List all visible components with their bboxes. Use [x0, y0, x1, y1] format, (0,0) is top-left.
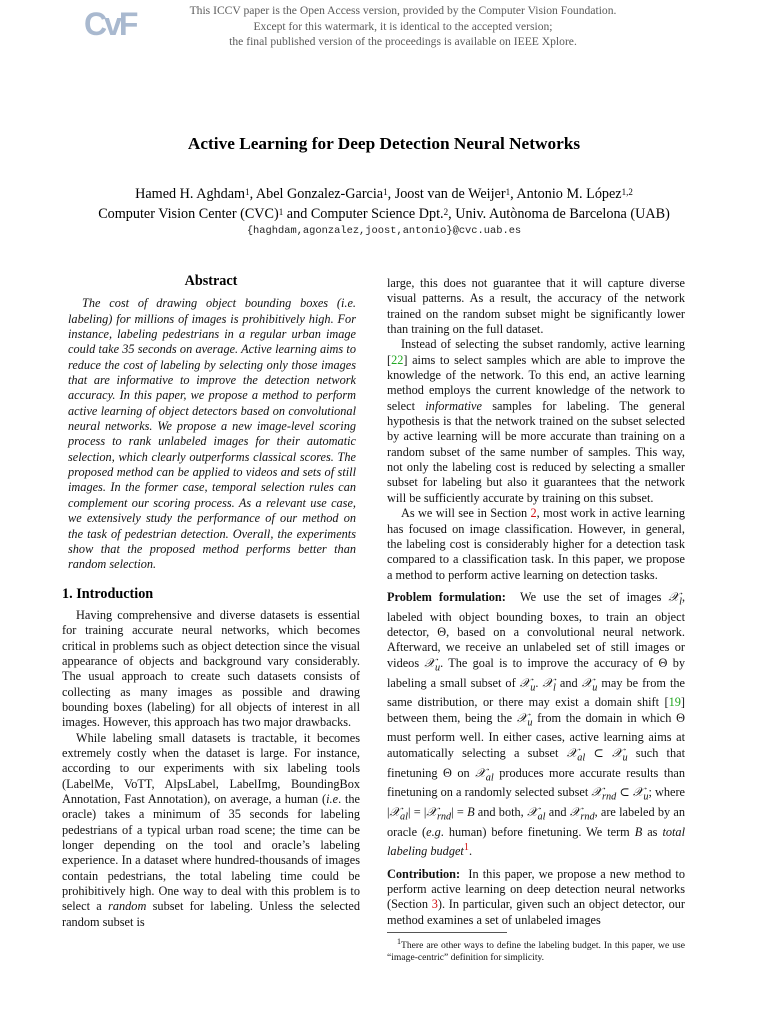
footnote-marker[interactable]: 1	[463, 842, 469, 854]
paper-title: Active Learning for Deep Detection Neural Networks	[187, 134, 581, 153]
introduction-heading: 1. Introduction	[62, 585, 154, 602]
author-affiliations: Computer Vision Center (CVC)$^1$ and Computer Science Dpt.$^2$, Univ. Autònoma de Barcelona (UAB)	[98, 206, 670, 222]
footnote-text: There are other ways to define the labeling budget. In this paper, we use “image-centric” definition for simplicity.	[387, 940, 685, 964]
section-link[interactable]: 2	[530, 506, 537, 521]
intro-paragraph: Having comprehensive and diverse datasets is essential for training accurate neural networks, which becomes critical in problems such as object detection since the visual appearance of objects and background vary considerably. The usual approach to create such datasets consists of collecting as many images as possible and drawing bounding boxes (labeling) for all objects of interest in all images. However, this approach has two major drawbacks.	[62, 607, 360, 730]
watermark-line: the final published version of the proceedings is available on IEEE Xplore.	[229, 35, 577, 48]
problem-formulation-heading: Problem formulation:	[387, 589, 506, 604]
footnote: $^1$There are other ways to define the labeling budget. In this paper, we use “image-centric” definition for simplicity.	[387, 937, 685, 964]
body-paragraph: As we will see in Section 2, most work in active learning has focused on image classification. However, in general, the labeling cost is considerably higher for a detection task compared to a classification task. In this paper, we propose a method to perform active learning on detection tasks.	[387, 506, 685, 582]
intro-paragraph: While labeling small datasets is tractable, it becomes extremely costly when the dataset is large. For instance, according to our experiments with six labeling tools (LabelMe, VoTT, AlpsLabel, LabelImg, BoundingBox Annotation, Fast Annotation), on average, a human (i.e. the oracle) takes a minimum of 35 seconds for labeling pedestrians of a typical urban road scene; the time can be longer depending on the tool and oracle’s labeling experience. In a dataset where hundred-thousands of images contain pedestrians, the total labeling time could be prohibitively high. One way to deal with this problem is to select a random subset for labeling. Unless the selected random subset is	[62, 730, 361, 929]
section-link[interactable]: 3	[431, 897, 438, 912]
problem-formulation-paragraph: Problem formulation: We use the set of images 𝒳$_l$, labeled with object bounding boxes, to train an object detector, Θ, based on a convolutional neural network. Afterward, we receive an unlabeled set of still images or videos 𝒳$_u$. The goal is to improve the accuracy of Θ by labeling a small subset of 𝒳$_u$. 𝒳$_l$ and 𝒳$_u$ may be from the same distribution, or there may exist a domain shift [19] between them, being the 𝒳$_u$ from the domain in which Θ must perform well. In either cases, active learning aims at automatically selecting a subset 𝒳$_{al}$ ⊂ 𝒳$_u$ such that finetuning Θ on 𝒳$_{al}$ produces more accurate results than finetuning on a randomly selected subset 𝒳$_{rnd}$ ⊂ 𝒳$_u$; where |𝒳$_{al}$| = |𝒳$_{rnd}$| = B and both, 𝒳$_{al}$ and 𝒳$_{rnd}$, are labeled by an oracle (e.g. human) before finetuning. We term B as total labeling budget$^1$.	[387, 589, 686, 859]
citation-link[interactable]: 19	[668, 695, 681, 710]
author-names: Hamed H. Aghdam$^1$, Abel Gonzalez-Garcia$^1$, Joost van de Weijer$^1$, Antonio M. López$^{1,2}$	[135, 186, 633, 202]
contribution-heading: Contribution:	[387, 866, 461, 881]
body-paragraph: Instead of selecting the subset randomly, active learning [22] aims to select samples which are able to improve the knowledge of the network. To this end, an active learning method employs the current knowledge of the network to select informative samples for labeling. The general hypothesis is that the network trained on the subset selected by active learning will be more accurate than training on a random subset of the same number of samples. This way, not only the labeling cost is reduced by selecting a smaller subset for labeling but also it guarantees that the network will be sufficiently accurate by training on this subset.	[387, 337, 685, 505]
section-ref-text: As we will see in Section	[401, 506, 528, 521]
body-paragraph: large, this does not guarantee that it will capture diverse visual patterns. As a result, the accuracy of the network trained on the random subset might be significantly lower than training on the full dataset.	[387, 276, 685, 337]
svg-text:CvF: CvF	[84, 6, 136, 40]
citation-link[interactable]: 22	[391, 352, 404, 367]
abstract-heading: Abstract	[184, 273, 238, 289]
right-column	[387, 276, 685, 964]
footnote-rule	[387, 932, 507, 933]
author-emails: {haghdam,agonzalez,joost,antonio}@cvc.uab.es	[246, 225, 522, 237]
watermark-line: Except for this watermark, it is identical to the accepted version;	[253, 19, 553, 33]
left-column	[62, 274, 360, 930]
author-block	[0, 184, 768, 224]
watermark-line: This ICCV paper is the Open Access version, provided by the Computer Vision Foundation.	[189, 4, 617, 17]
abstract-text: The cost of drawing object bounding boxes (i.e. labeling) for millions of images is prohibitively high. For instance, labeling pedestrians in a regular urban image could take 35 seconds on average. Active learning aims to reduce the cost of labeling by selecting only those images that are informative to improve the detection network accuracy. In this paper, we propose a method to perform active learning of object detectors based on convolutional neural networks. We propose a new image-level scoring process to rank unlabeled images for their automatic selection, which clearly outperforms classical scores. The proposed method can be applied to videos and sets of still images. In the former case, temporal selection rules can complement our scoring process. As a relevant use case, we extensively study the performance of our method on the task of pedestrian detection. Overall, the experiments show that the proposed method performs better than random selection.	[68, 296, 356, 572]
open-access-watermark	[170, 3, 636, 50]
contribution-paragraph: Contribution: In this paper, we propose a new method to perform active learning on deep detection neural networks (Section 3). In particular, given such an object detector, our method examines a set of unlabeled images	[387, 866, 685, 927]
cvf-logo	[84, 6, 140, 40]
